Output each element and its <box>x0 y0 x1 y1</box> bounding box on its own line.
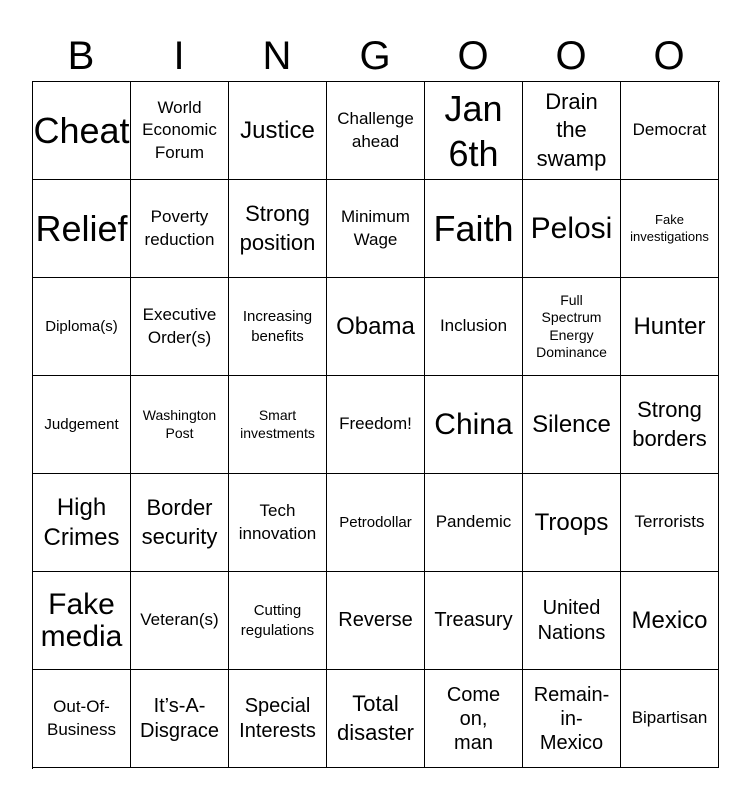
bingo-cell[interactable]: Strong position <box>229 180 327 278</box>
bingo-cell[interactable]: Cheat <box>33 82 131 180</box>
bingo-cell[interactable]: Democrat <box>621 82 719 180</box>
bingo-cell[interactable]: Total disaster <box>327 670 425 768</box>
bingo-cell[interactable]: Minimum Wage <box>327 180 425 278</box>
header-letter-o-1: O <box>457 34 489 78</box>
header-letter-o-3: O <box>653 34 685 78</box>
bingo-cell[interactable]: Tech innovation <box>229 474 327 572</box>
bingo-cell[interactable]: Fake investigations <box>621 180 719 278</box>
header-letter-n: N <box>262 34 292 78</box>
header-letter-i: I <box>173 34 185 78</box>
bingo-cell[interactable]: Remain- in- Mexico <box>523 670 621 768</box>
bingo-cell[interactable]: Freedom! <box>327 376 425 474</box>
bingo-cell[interactable]: Justice <box>229 82 327 180</box>
header-letter-b: B <box>67 34 95 78</box>
bingo-cell[interactable]: It’s-A- Disgrace <box>131 670 229 768</box>
bingo-cell[interactable]: Strong borders <box>621 376 719 474</box>
bingo-cell[interactable]: Cutting regulations <box>229 572 327 670</box>
bingo-cell[interactable]: Diploma(s) <box>33 278 131 376</box>
bingo-cell[interactable]: World Economic Forum <box>131 82 229 180</box>
bingo-cell[interactable]: Washington Post <box>131 376 229 474</box>
bingo-cell[interactable]: Troops <box>523 474 621 572</box>
header-letter-o-2: O <box>555 34 587 78</box>
bingo-cell[interactable]: Pelosi <box>523 180 621 278</box>
bingo-cell[interactable]: Treasury <box>425 572 523 670</box>
bingo-cell[interactable]: Pandemic <box>425 474 523 572</box>
bingo-cell[interactable]: Full Spectrum Energy Dominance <box>523 278 621 376</box>
bingo-cell[interactable]: Drain the swamp <box>523 82 621 180</box>
bingo-cell[interactable]: Relief <box>33 180 131 278</box>
bingo-cell[interactable]: Poverty reduction <box>131 180 229 278</box>
bingo-cell[interactable]: Executive Order(s) <box>131 278 229 376</box>
bingo-cell[interactable]: Petrodollar <box>327 474 425 572</box>
bingo-cell[interactable]: Jan 6th <box>425 82 523 180</box>
bingo-cell[interactable]: Smart investments <box>229 376 327 474</box>
bingo-cell[interactable]: Border security <box>131 474 229 572</box>
bingo-cell[interactable]: Reverse <box>327 572 425 670</box>
bingo-cell[interactable]: Veteran(s) <box>131 572 229 670</box>
bingo-cell[interactable]: High Crimes <box>33 474 131 572</box>
bingo-cell[interactable]: Inclusion <box>425 278 523 376</box>
bingo-cell[interactable]: Come on, man <box>425 670 523 768</box>
bingo-cell[interactable]: China <box>425 376 523 474</box>
bingo-cell[interactable]: Faith <box>425 180 523 278</box>
bingo-cell[interactable]: Fake media <box>33 572 131 670</box>
header-letter-g: G <box>359 34 391 78</box>
bingo-cell[interactable]: Mexico <box>621 572 719 670</box>
bingo-cell[interactable]: Special Interests <box>229 670 327 768</box>
bingo-cell[interactable]: Silence <box>523 376 621 474</box>
bingo-card-grid <box>32 81 720 769</box>
bingo-cell[interactable]: Hunter <box>621 278 719 376</box>
bingo-cell[interactable]: Terrorists <box>621 474 719 572</box>
bingo-cell[interactable]: Judgement <box>33 376 131 474</box>
bingo-cell[interactable]: Bipartisan <box>621 670 719 768</box>
bingo-cell[interactable]: Out-Of- Business <box>33 670 131 768</box>
bingo-header <box>32 30 718 82</box>
bingo-cell[interactable]: Increasing benefits <box>229 278 327 376</box>
bingo-cell[interactable]: Challenge ahead <box>327 82 425 180</box>
bingo-cell[interactable]: Obama <box>327 278 425 376</box>
bingo-cell[interactable]: United Nations <box>523 572 621 670</box>
